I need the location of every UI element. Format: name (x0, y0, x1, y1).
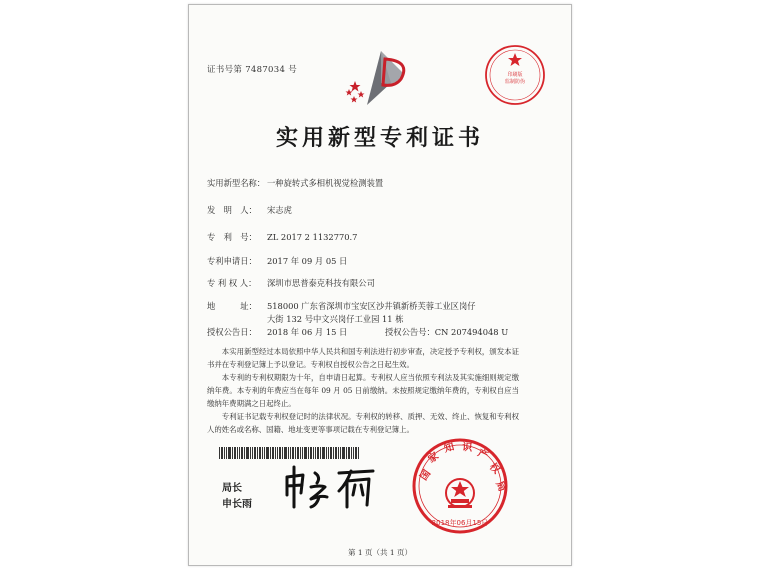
body-paragraph-1: 本实用新型经过本局依照中华人民共和国专利法进行初步审查，决定授予专利权，颁发本证书并在专利登记簿上予以登记。专利权自授权公告之日起生效。 (207, 347, 519, 370)
svg-text:识: 识 (461, 442, 473, 454)
svg-text:产: 产 (475, 447, 490, 462)
svg-text:局: 局 (493, 479, 508, 494)
body-paragraph-2: 本专利的专利权期限为十年，自申请日起算。专利权人应当依照专利法及其实施细则规定缴纳年费。本专利的年费应当在每年 09 月 05 日前缴纳。未按照规定缴纳年费的，专利权自应当缴纳年费期满之日起终止。 (207, 373, 519, 409)
cnipa-logo-icon (341, 47, 421, 109)
svg-text:权: 权 (486, 461, 502, 477)
filing-date: 专利申请日： 2017 年 09 月 05 日 (207, 256, 348, 266)
svg-text:印刷版: 印刷版 (507, 72, 523, 78)
patent-number: 专 利 号： ZL 2017 2 1132770.7 (207, 232, 358, 242)
address: 地 址： 518000 广东省深圳市宝安区沙井镇新桥芙蓉工业区岗仔 (207, 301, 476, 311)
patent-certificate (188, 4, 572, 566)
certificate-title: 实用新型专利证书 (275, 125, 484, 151)
utility-model-name: 实用新型名称： 一种旋转式多相机视觉检测装置 (207, 178, 384, 188)
grant-number: 授权公告号：CN 207494048 U (385, 327, 509, 337)
body-paragraph-3: 专利证书记载专利权登记时的法律状况。专利权的转移、质押、无效、终止、恢复和专利权人的姓名或名称、国籍、地址变更等事项记载在专利登记簿上。 (207, 412, 519, 435)
official-seal-icon (411, 437, 509, 535)
svg-text:2018年06月15日: 2018年06月15日 (431, 519, 489, 527)
page-footer: 第 1 页（共 1 页） (347, 548, 413, 557)
signature-icon (281, 461, 381, 513)
svg-text:国: 国 (418, 468, 434, 483)
certificate-number: 证书号第 7487034 号 (207, 65, 298, 75)
svg-text:监制防伪: 监制防伪 (504, 79, 526, 85)
director-name: 申长雨 (222, 499, 252, 510)
address-line-2: 大街 132 号中文兴岗仔工业园 11 栋 (267, 314, 404, 324)
svg-text:知: 知 (442, 441, 456, 455)
certificate-stamp-icon (483, 43, 547, 107)
inventor: 发 明 人： 宋志虎 (207, 205, 292, 215)
director-title: 局长 (222, 483, 242, 494)
barcode-icon (219, 447, 359, 459)
grant-date: 授权公告日： 2018 年 06 月 15 日 (207, 327, 348, 337)
svg-text:家: 家 (426, 450, 441, 466)
patent-holder: 专 利 权 人： 深圳市思普泰克科技有限公司 (207, 278, 375, 288)
